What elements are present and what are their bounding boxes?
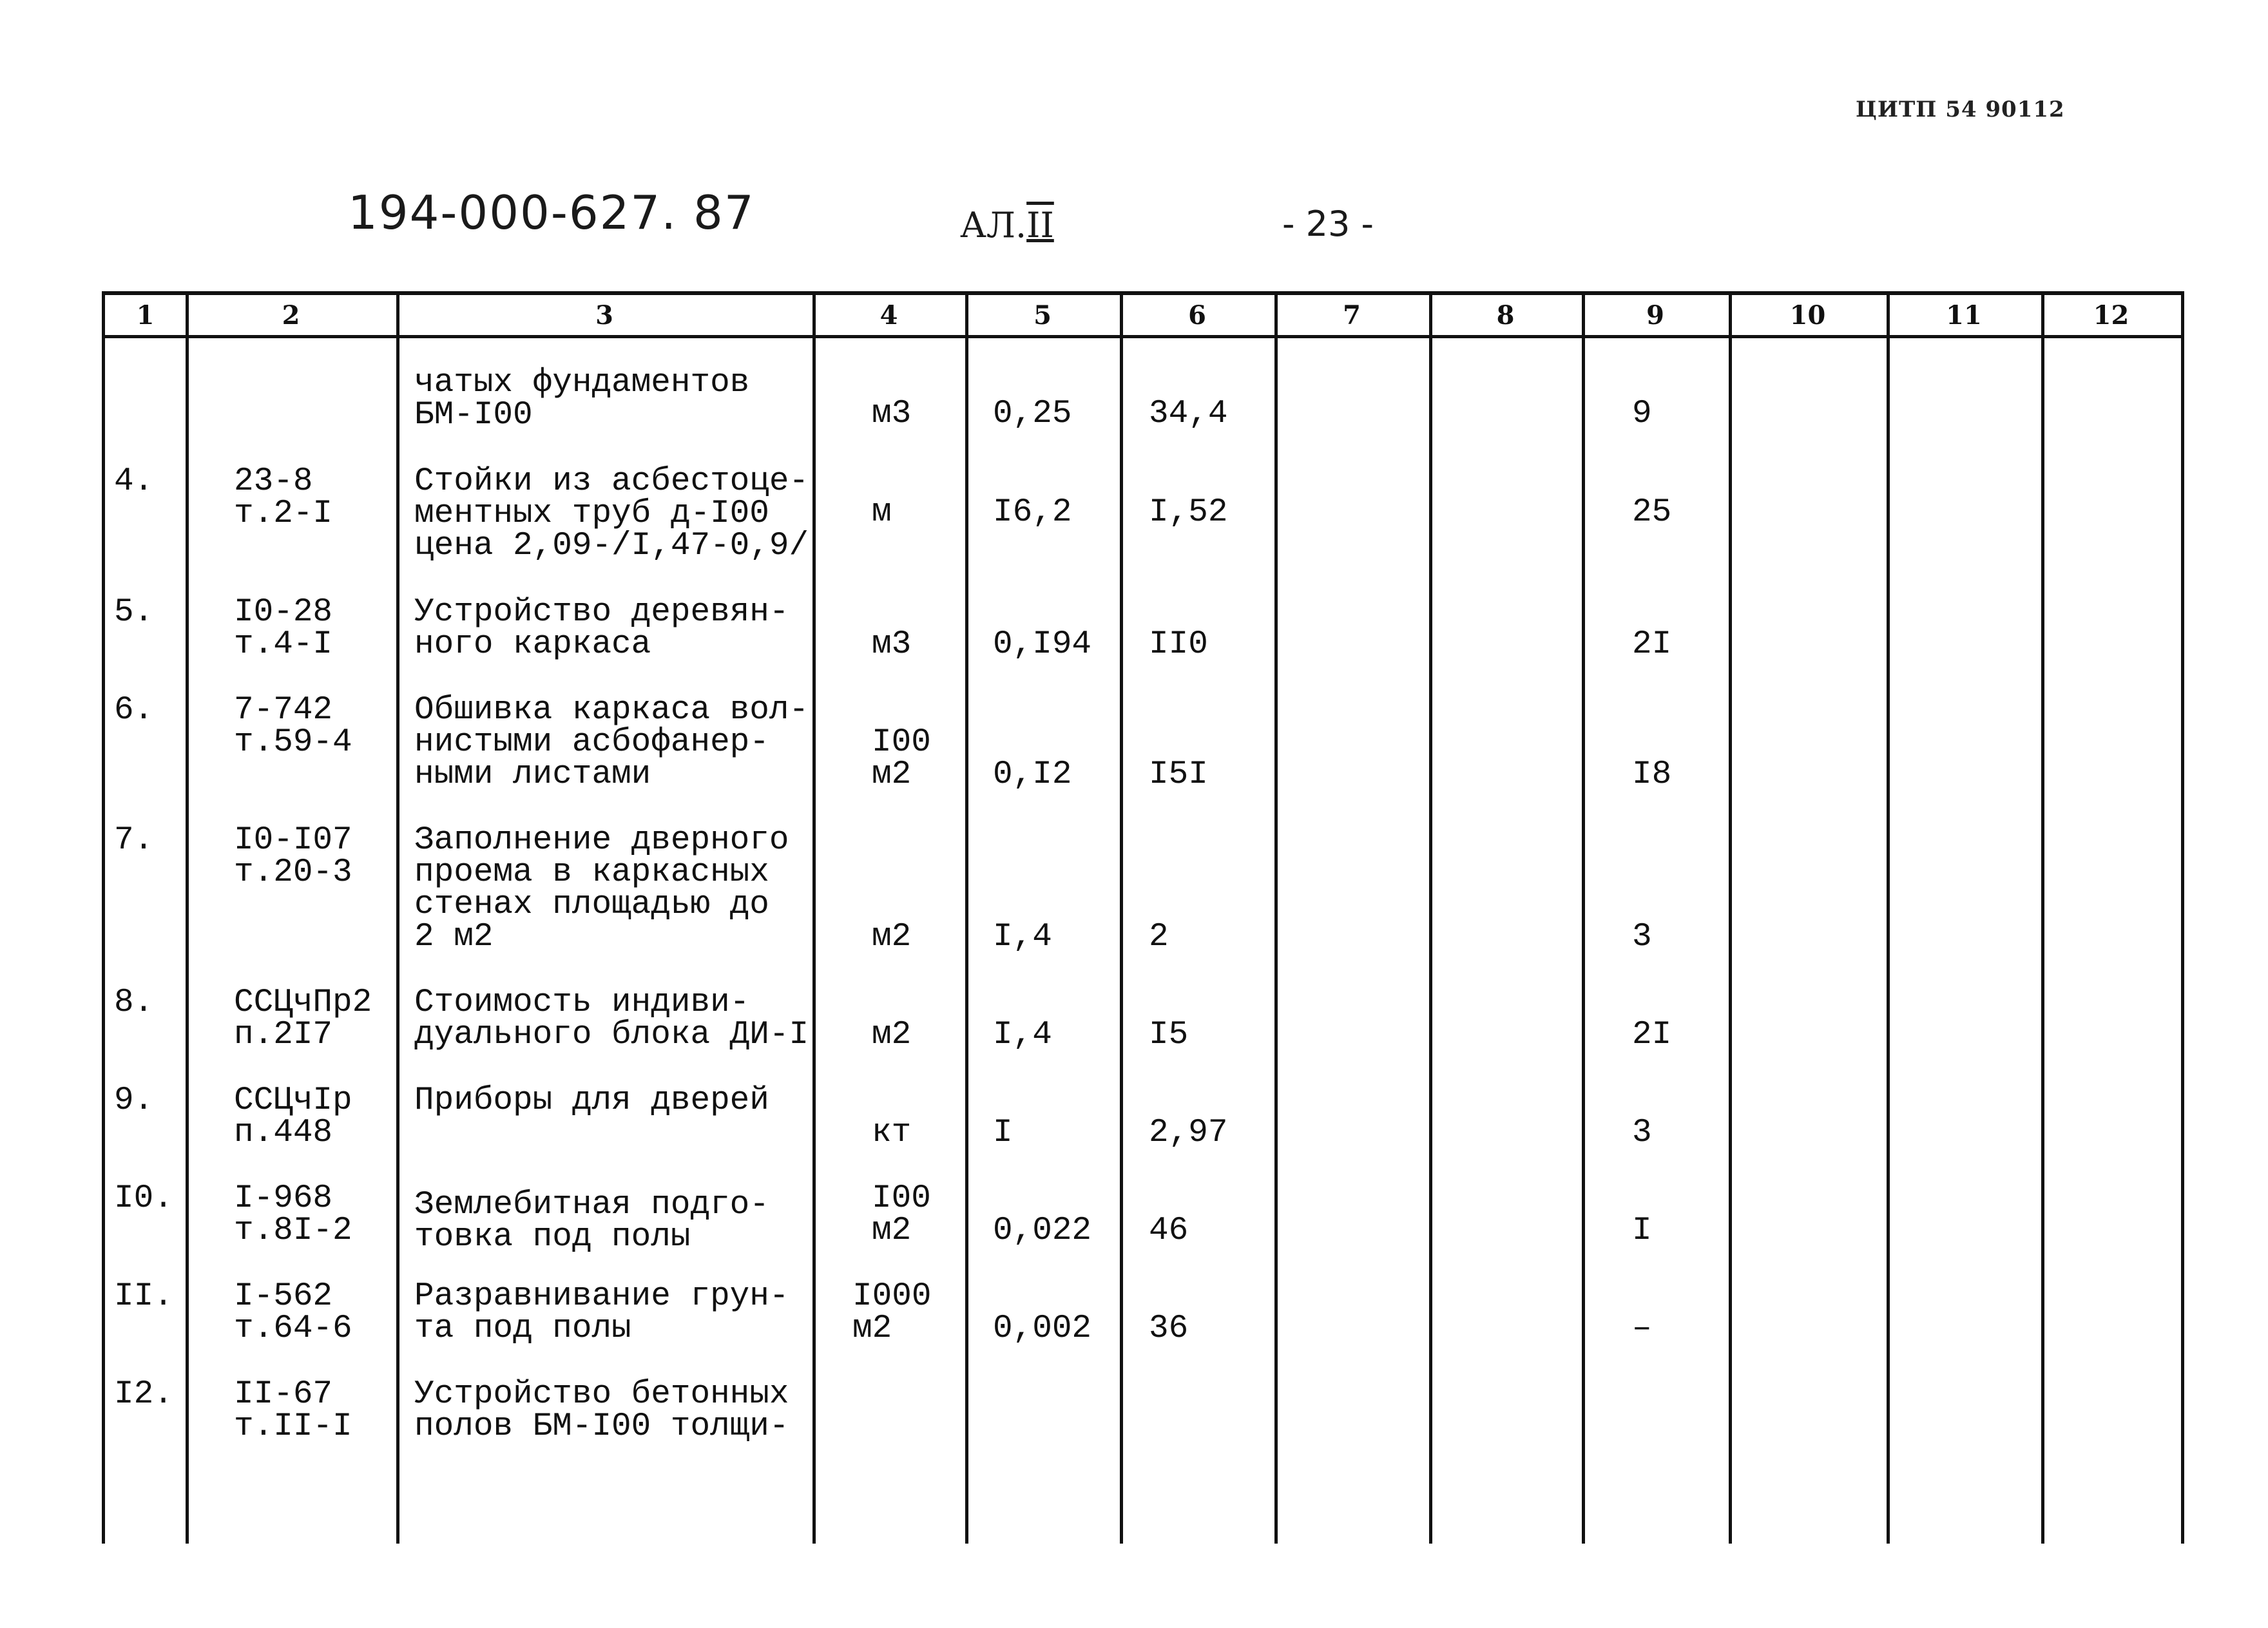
- column-divider: [1274, 295, 1278, 1544]
- column-header-3: 3: [595, 300, 613, 330]
- rate-reference: ССЦчIр п.448: [234, 1082, 352, 1151]
- unit: м2: [872, 1017, 912, 1053]
- unit-price: 46: [1149, 1212, 1189, 1249]
- column-divider: [1887, 295, 1890, 1544]
- sheet-label: [960, 205, 1054, 245]
- work-description: Стойки из асбестоце- ментных труб д-I00 цена 2,09-/I,47-0,9/: [414, 463, 809, 564]
- total-cost: I8: [1632, 756, 1672, 793]
- unit: м: [872, 494, 892, 531]
- unit-price: 2: [1149, 919, 1169, 955]
- total-cost: 3: [1632, 919, 1652, 955]
- unit-price: 2,97: [1149, 1115, 1228, 1151]
- document-number: 194-000-627. 87: [348, 186, 755, 240]
- column-header-12: 12: [2093, 300, 2129, 330]
- archive-stamp: ЦИТП 54 90112: [1856, 97, 2065, 122]
- column-header-4: 4: [879, 300, 898, 330]
- unit-price: II0: [1149, 626, 1208, 663]
- work-description: Разравнивание грун- та под полы: [414, 1278, 789, 1347]
- column-divider: [1429, 295, 1432, 1544]
- column-divider: [1582, 295, 1585, 1544]
- quantity: I,4: [993, 919, 1052, 955]
- rate-reference: ССЦчПр2 п.2I7: [234, 984, 372, 1053]
- total-cost: –: [1632, 1310, 1652, 1347]
- quantity: 0,I94: [993, 626, 1092, 663]
- quantity: 0,25: [993, 396, 1072, 432]
- rate-reference: 7-742 т.59-4: [234, 692, 352, 761]
- row-number: 7.: [114, 822, 154, 859]
- quantity: 0,022: [993, 1212, 1092, 1249]
- page-number: - 23 -: [1282, 204, 1374, 244]
- column-header-6: 6: [1188, 300, 1206, 330]
- column-header-2: 2: [282, 300, 300, 330]
- quantity: I6,2: [993, 494, 1072, 531]
- unit-price: 34,4: [1149, 396, 1228, 432]
- column-divider: [1120, 295, 1123, 1544]
- rate-reference: I-562 т.64-6: [234, 1278, 352, 1347]
- column-header-11: 11: [1946, 300, 1982, 330]
- total-cost: I: [1632, 1212, 1652, 1249]
- column-divider: [965, 295, 968, 1544]
- work-description: Устройство бетонных полов БМ-I00 толщи-: [414, 1376, 789, 1445]
- column-header-5: 5: [1033, 300, 1052, 330]
- row-number: 4.: [114, 463, 154, 500]
- total-cost: 2I: [1632, 626, 1672, 663]
- row-number: 8.: [114, 984, 154, 1021]
- work-description: Землебитная подго- товка под полы: [414, 1187, 769, 1256]
- estimate-table: [102, 291, 2184, 1544]
- column-divider: [396, 295, 399, 1544]
- column-divider: [2041, 295, 2044, 1544]
- work-description: Стоимость индиви- дуального блока ДИ-I: [414, 984, 809, 1053]
- quantity: I: [993, 1115, 1013, 1151]
- work-description: Обшивка каркаса вол- нистыми асбофанер- ными листами: [414, 692, 809, 793]
- header-separator: [105, 335, 2181, 338]
- row-number: I0.: [114, 1180, 173, 1217]
- column-header-7: 7: [1343, 300, 1361, 330]
- row-number: 9.: [114, 1082, 154, 1119]
- unit-price: I5: [1149, 1017, 1189, 1053]
- quantity: 0,I2: [993, 756, 1072, 793]
- sheet-prefix: АЛ.: [960, 205, 1027, 245]
- column-header-1: 1: [136, 300, 155, 330]
- work-description: чатых фундаментов БМ-I00: [414, 365, 750, 434]
- unit: м3: [872, 626, 912, 663]
- row-number: I2.: [114, 1376, 173, 1413]
- quantity: 0,002: [993, 1310, 1092, 1347]
- column-divider: [186, 295, 189, 1544]
- unit: м3: [872, 396, 912, 432]
- rate-reference: I0-28 т.4-I: [234, 594, 333, 663]
- total-cost: 3: [1632, 1115, 1652, 1151]
- rate-reference: I0-I07 т.20-3: [234, 822, 352, 891]
- unit: I00 м2: [872, 724, 931, 793]
- work-description: Приборы для дверей: [414, 1082, 769, 1119]
- row-number: II.: [114, 1278, 173, 1315]
- column-divider: [1729, 295, 1732, 1544]
- column-header-9: 9: [1646, 300, 1664, 330]
- unit: I000 м2: [852, 1278, 932, 1347]
- work-description: Устройство деревян- ного каркаса: [414, 594, 789, 663]
- unit-price: I,52: [1149, 494, 1228, 531]
- total-cost: 25: [1632, 494, 1672, 531]
- quantity: I,4: [993, 1017, 1052, 1053]
- unit: м2: [872, 919, 912, 955]
- total-cost: 9: [1632, 396, 1652, 432]
- unit-price: 36: [1149, 1310, 1189, 1347]
- rate-reference: I-968 т.8I-2: [234, 1180, 352, 1249]
- column-header-10: 10: [1789, 300, 1826, 330]
- unit: I00 м2: [872, 1180, 931, 1249]
- column-divider: [812, 295, 816, 1544]
- sheet-roman: II: [1026, 205, 1054, 245]
- unit-price: I5I: [1149, 756, 1208, 793]
- column-header-8: 8: [1496, 300, 1515, 330]
- row-number: 5.: [114, 594, 154, 631]
- rate-reference: 23-8 т.2-I: [234, 463, 333, 532]
- row-number: 6.: [114, 692, 154, 729]
- unit: кт: [872, 1115, 912, 1151]
- rate-reference: II-67 т.II-I: [234, 1376, 352, 1445]
- total-cost: 2I: [1632, 1017, 1672, 1053]
- work-description: Заполнение дверного проема в каркасных стенах площадью до 2 м2: [414, 822, 789, 955]
